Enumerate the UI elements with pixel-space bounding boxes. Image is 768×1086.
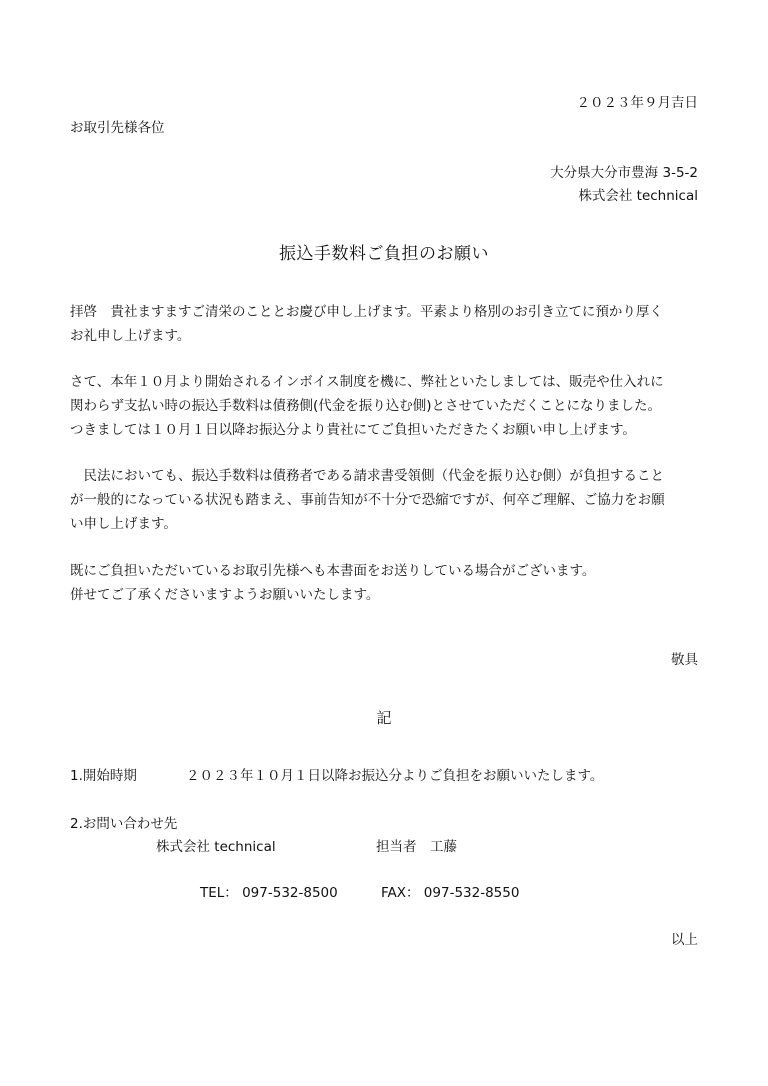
- item1-text: ２０２３年１０月１日以降お振込分よりご負担をお願いいたします。: [186, 768, 604, 784]
- paragraph-line: 民法においても、振込手数料は債務者である請求書受領側（代金を振り込む側）が負担すること: [70, 468, 664, 484]
- paragraph-line: い申し上げます。: [70, 516, 177, 532]
- paragraph-line: が一般的になっている状況も踏まえ、事前告知が不十分で恐縮ですが、何卒ご理解、ご協力をお願: [70, 492, 665, 508]
- contact-company: 株式会社 technical: [156, 839, 276, 855]
- ki-heading: 記: [376, 709, 392, 727]
- paragraph-line: さて、本年１０月より開始されるインボイス制度を機に、弊社といたしましては、販売や仕入れに: [70, 374, 664, 390]
- document-title: 振込手数料ご負担のお願い: [279, 244, 489, 264]
- paragraph-greeting: [70, 300, 698, 348]
- closing-keigu: 敬具: [671, 652, 698, 668]
- sender-address: 大分県大分市豊海 3-5-2: [550, 165, 698, 181]
- date: ２０２３年９月吉日: [576, 95, 698, 111]
- item1-label: 1.開始時期: [70, 768, 137, 784]
- paragraph-civil-law: [70, 464, 698, 536]
- fax-number: FAX： 097-532-8550: [381, 885, 520, 901]
- paragraph-line: つきましては１０月１日以降お振込分より貴社にてご負担いただきたくお願い申し上げます。: [70, 422, 636, 438]
- tel-number: TEL： 097-532-8500: [200, 885, 338, 901]
- paragraph-line: 拝啓 貴社ますますご清栄のこととお慶び申し上げます。平素より格別のお引き立てに預かり厚く: [70, 304, 663, 320]
- end-ijou: 以上: [671, 932, 698, 948]
- paragraph-line: 既にご負担いただいているお取引先様へも本書面をお送りしている場合がございます。: [70, 563, 596, 579]
- contact-person: 担当者 工藤: [376, 839, 457, 855]
- recipient: お取引先様各位: [70, 120, 165, 136]
- paragraph-line: 併せてご了承くださいますようお願いいたします。: [70, 587, 380, 603]
- paragraph-notice: [70, 370, 698, 442]
- paragraph-already-paying: [70, 559, 698, 607]
- paragraph-line: お礼申し上げます。: [70, 328, 191, 344]
- item2-label: 2.お問い合わせ先: [70, 816, 178, 832]
- sender-company: 株式会社 technical: [578, 188, 698, 204]
- paragraph-line: 関わらず支払い時の振込手数料は債務側(代金を振り込む側)とさせていただくことになりました。: [70, 398, 662, 414]
